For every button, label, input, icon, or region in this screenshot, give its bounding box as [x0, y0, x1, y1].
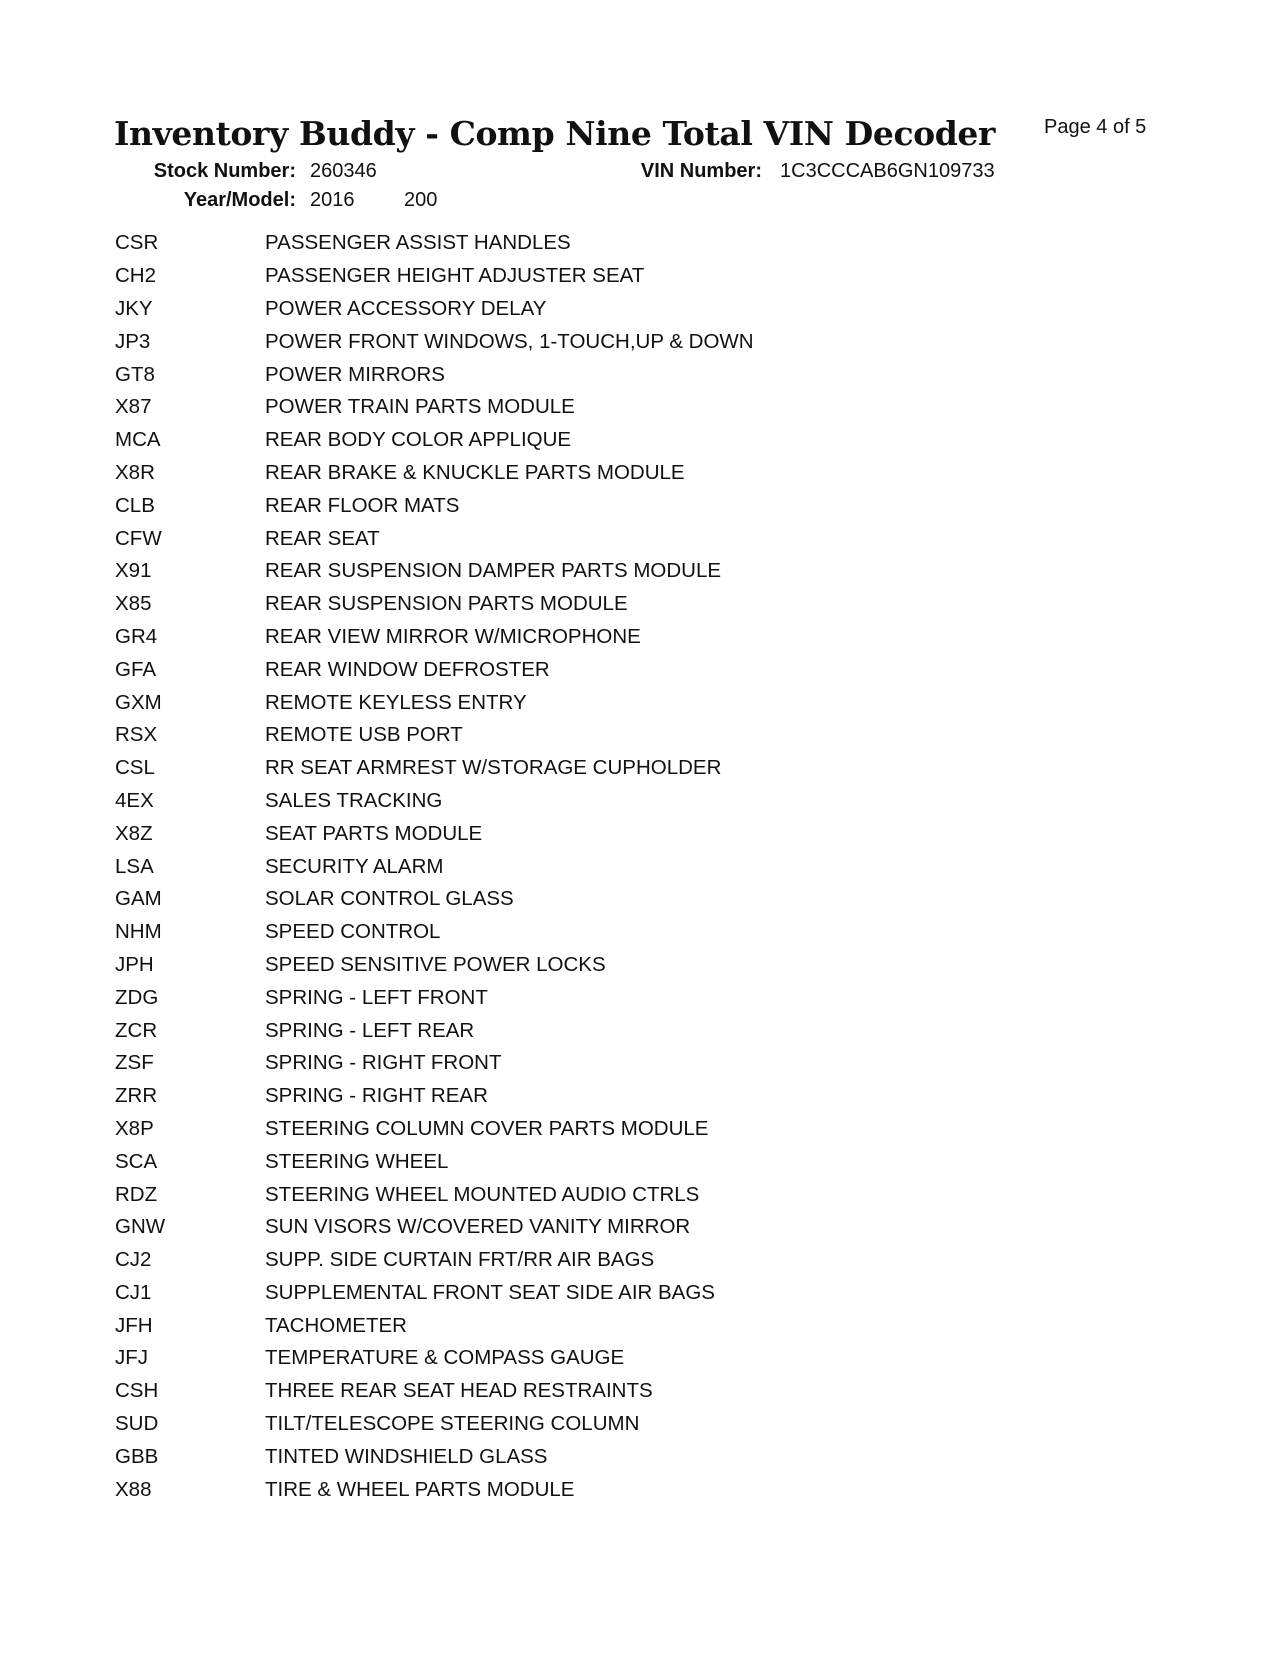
- option-description: POWER MIRRORS: [265, 362, 445, 386]
- option-row: [115, 850, 1015, 883]
- option-code: CSH: [115, 1379, 159, 1403]
- option-description: TIRE & WHEEL PARTS MODULE: [265, 1477, 575, 1501]
- option-row: [115, 489, 1015, 522]
- option-description: STEERING WHEEL: [265, 1149, 449, 1173]
- option-row: [115, 424, 1015, 457]
- option-description: TILT/TELESCOPE STEERING COLUMN: [265, 1412, 640, 1436]
- option-row: [115, 1080, 1015, 1113]
- option-code: CJ2: [115, 1248, 152, 1272]
- option-code-list: [115, 227, 1015, 1506]
- option-row: [115, 1211, 1015, 1244]
- option-row: [115, 686, 1015, 719]
- option-description: REAR WINDOW DEFROSTER: [265, 657, 550, 681]
- year-value: 2016: [310, 189, 355, 211]
- option-code: CSR: [115, 231, 159, 255]
- option-code: X85: [115, 592, 152, 616]
- option-row: [115, 260, 1015, 293]
- option-row: [115, 457, 1015, 490]
- option-row: [115, 1375, 1015, 1408]
- option-description: SPEED CONTROL: [265, 920, 441, 944]
- stock-number-value: 260346: [310, 160, 377, 182]
- option-description: SUN VISORS W/COVERED VANITY MIRROR: [265, 1215, 691, 1239]
- option-description: TINTED WINDSHIELD GLASS: [265, 1444, 548, 1468]
- option-row: [115, 752, 1015, 785]
- option-code: JFH: [115, 1313, 153, 1337]
- option-row: [115, 1178, 1015, 1211]
- option-description: SPRING - RIGHT FRONT: [265, 1051, 502, 1075]
- option-code: JKY: [115, 296, 153, 320]
- option-row: [115, 1408, 1015, 1441]
- option-description: REAR SUSPENSION PARTS MODULE: [265, 592, 628, 616]
- option-description: SUPPLEMENTAL FRONT SEAT SIDE AIR BAGS: [265, 1280, 715, 1304]
- option-description: PASSENGER ASSIST HANDLES: [265, 231, 571, 255]
- year-model-label: Year/Model:: [183, 189, 296, 211]
- option-description: SEAT PARTS MODULE: [265, 821, 483, 845]
- option-row: [115, 1047, 1015, 1080]
- option-row: [115, 1440, 1015, 1473]
- option-row: [115, 1309, 1015, 1342]
- option-row: [115, 325, 1015, 358]
- option-row: [115, 1342, 1015, 1375]
- option-description: TEMPERATURE & COMPASS GAUGE: [265, 1346, 625, 1370]
- option-description: STEERING WHEEL MOUNTED AUDIO CTRLS: [265, 1182, 700, 1206]
- option-code: RSX: [115, 723, 158, 747]
- option-code: CFW: [115, 526, 162, 550]
- document-title: Inventory Buddy - Comp Nine Total VIN Decoder: [114, 114, 996, 153]
- option-row: [115, 1113, 1015, 1146]
- option-code: X8R: [115, 460, 155, 484]
- option-row: [115, 1014, 1015, 1047]
- option-row: [115, 817, 1015, 850]
- option-code: CSL: [115, 756, 155, 780]
- option-description: REMOTE USB PORT: [265, 723, 463, 747]
- option-row: [115, 1473, 1015, 1506]
- option-description: REAR FLOOR MATS: [265, 493, 460, 517]
- option-description: POWER TRAIN PARTS MODULE: [265, 395, 575, 419]
- option-description: POWER ACCESSORY DELAY: [265, 296, 547, 320]
- option-code: GR4: [115, 624, 158, 648]
- option-description: SUPP. SIDE CURTAIN FRT/RR AIR BAGS: [265, 1248, 655, 1272]
- option-row: [115, 719, 1015, 752]
- option-row: [115, 883, 1015, 916]
- option-description: POWER FRONT WINDOWS, 1-TOUCH,UP & DOWN: [265, 329, 754, 353]
- option-row: [115, 522, 1015, 555]
- option-code: LSA: [115, 854, 154, 878]
- option-code: GBB: [115, 1444, 159, 1468]
- option-code: GAM: [115, 887, 162, 911]
- option-code: JFJ: [115, 1346, 149, 1370]
- vin-number-label: VIN Number:: [640, 160, 762, 182]
- option-row: [115, 1145, 1015, 1178]
- option-code: X91: [115, 559, 152, 583]
- option-row: [115, 785, 1015, 818]
- vin-number-value: 1C3CCCAB6GN109733: [780, 160, 995, 182]
- model-value: 200: [404, 189, 438, 211]
- option-description: SECURITY ALARM: [265, 854, 444, 878]
- option-code: MCA: [115, 428, 161, 452]
- option-code: 4EX: [115, 788, 154, 812]
- option-row: [115, 358, 1015, 391]
- option-description: REMOTE KEYLESS ENTRY: [265, 690, 527, 714]
- option-description: SPRING - LEFT FRONT: [265, 985, 488, 1009]
- option-code: GT8: [115, 362, 155, 386]
- option-code: X8P: [115, 1116, 154, 1140]
- option-row: [115, 916, 1015, 949]
- option-row: [115, 227, 1015, 260]
- option-code: CLB: [115, 493, 155, 517]
- option-code: X8Z: [115, 821, 153, 845]
- option-code: RDZ: [115, 1182, 158, 1206]
- option-row: [115, 293, 1015, 326]
- option-row: [115, 949, 1015, 982]
- option-code: CH2: [115, 264, 157, 288]
- option-code: NHM: [115, 920, 162, 944]
- option-description: REAR SEAT: [265, 526, 380, 550]
- option-description: PASSENGER HEIGHT ADJUSTER SEAT: [265, 264, 645, 288]
- option-description: SPRING - RIGHT REAR: [265, 1084, 488, 1108]
- option-code: X88: [115, 1477, 152, 1501]
- option-code: GNW: [115, 1215, 166, 1239]
- option-code: SCA: [115, 1149, 158, 1173]
- option-code: ZRR: [115, 1084, 158, 1108]
- option-description: THREE REAR SEAT HEAD RESTRAINTS: [265, 1379, 653, 1403]
- option-code: JPH: [115, 952, 154, 976]
- option-code: GXM: [115, 690, 162, 714]
- stock-number-label: Stock Number:: [153, 160, 296, 182]
- option-description: REAR BODY COLOR APPLIQUE: [265, 428, 572, 452]
- option-code: SUD: [115, 1412, 159, 1436]
- option-code: X87: [115, 395, 152, 419]
- option-description: SPRING - LEFT REAR: [265, 1018, 475, 1042]
- option-description: STEERING COLUMN COVER PARTS MODULE: [265, 1116, 709, 1140]
- option-description: SALES TRACKING: [265, 788, 443, 812]
- option-code: ZCR: [115, 1018, 158, 1042]
- option-code: ZSF: [115, 1051, 154, 1075]
- option-code: JP3: [115, 329, 151, 353]
- option-row: [115, 653, 1015, 686]
- option-description: SPEED SENSITIVE POWER LOCKS: [265, 952, 606, 976]
- option-description: SOLAR CONTROL GLASS: [265, 887, 514, 911]
- option-row: [115, 621, 1015, 654]
- option-row: [115, 1277, 1015, 1310]
- option-row: [115, 391, 1015, 424]
- option-code: CJ1: [115, 1280, 152, 1304]
- option-row: [115, 1244, 1015, 1277]
- option-row: [115, 588, 1015, 621]
- option-row: [115, 981, 1015, 1014]
- option-description: REAR VIEW MIRROR W/MICROPHONE: [265, 624, 641, 648]
- option-description: REAR BRAKE & KNUCKLE PARTS MODULE: [265, 460, 685, 484]
- option-description: REAR SUSPENSION DAMPER PARTS MODULE: [265, 559, 722, 583]
- option-description: RR SEAT ARMREST W/STORAGE CUPHOLDER: [265, 756, 722, 780]
- option-row: [115, 555, 1015, 588]
- option-code: ZDG: [115, 985, 159, 1009]
- option-code: GFA: [115, 657, 157, 681]
- page-number: Page 4 of 5: [1044, 116, 1147, 138]
- option-description: TACHOMETER: [265, 1313, 407, 1337]
